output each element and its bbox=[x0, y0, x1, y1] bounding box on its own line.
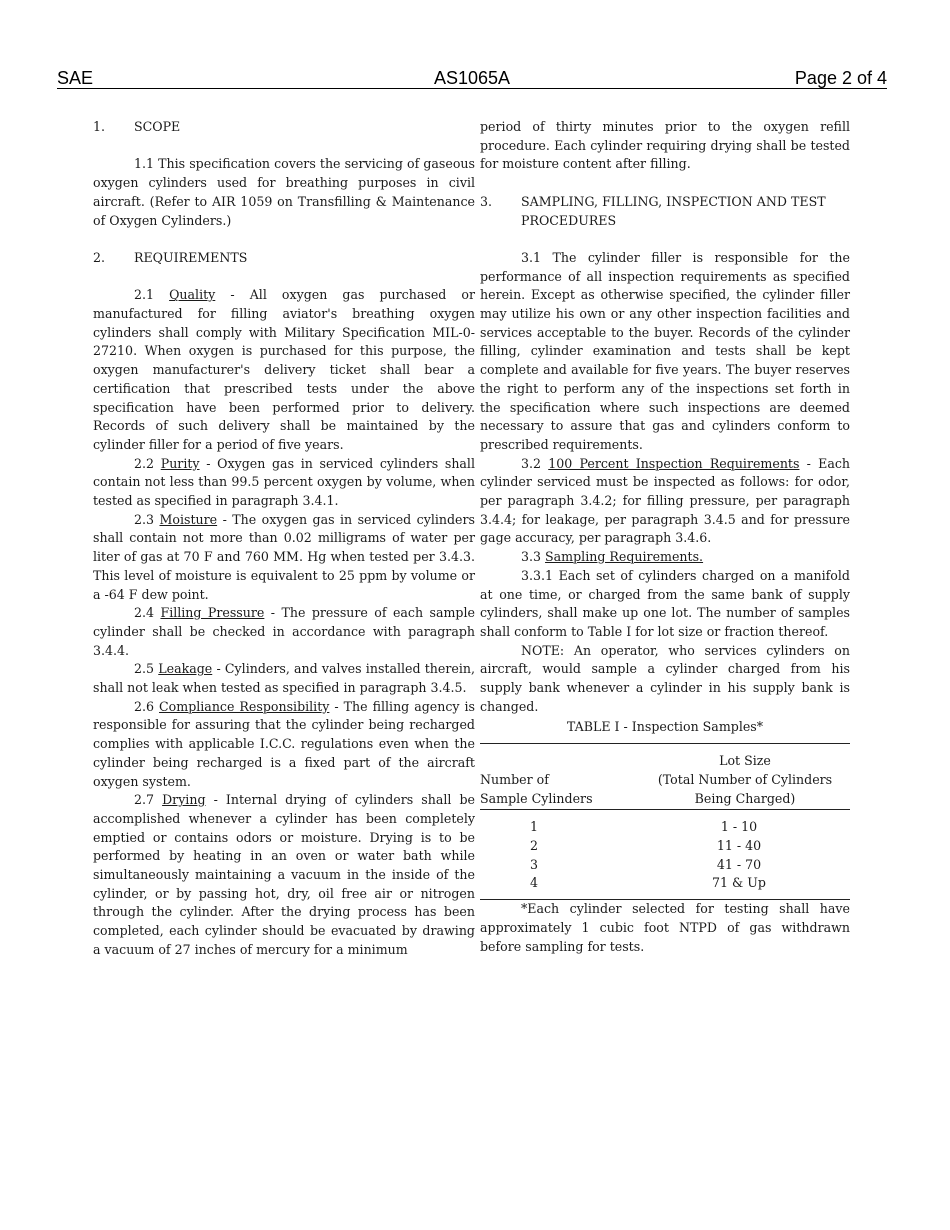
paragraph-1-1: 1.1 This specification covers the servicing of gaseous oxygen cylinders used for breathing purposes in civil aircraft. (Refer to AIR 1059 on Transfilling & Maintenance of Oxygen Cylinders.) bbox=[93, 156, 475, 228]
drying-title: Drying bbox=[162, 792, 206, 808]
page-header bbox=[57, 68, 887, 90]
paragraph-2-2: 2.2 Purity - Oxygen gas in serviced cylinders shall contain not less than 99.5 percent oxygen by volume, when tested as specified in paragraph 3.4.1. bbox=[93, 455, 475, 509]
table-row: 4 71 & Up bbox=[529, 875, 766, 891]
paragraph-2-4: 2.4 Filling Pressure - The pressure of each sample cylinder shall be checked in accordance with paragraph 3.4.4. bbox=[93, 605, 475, 658]
paragraph-2-3: 2.3 Moisture - The oxygen gas in serviced cylinders shall contain not more than 0.02 milligrams of water per liter of gas at 70 F and 760 MM. Hg when tested per 3.4.3. This level of moisture is equivalent to 25 ppm by volume or a -64 F dew point. bbox=[93, 511, 475, 602]
section-1-title: SCOPE bbox=[134, 119, 181, 134]
paragraph-2-5: 2.5 Leakage - Cylinders, and valves installed therein, shall not leak when tested as specified in paragraph 3.4.5. bbox=[93, 661, 475, 696]
table-header-lot-size: Lot Size (Total Number of Cylinders Being Charged) bbox=[657, 753, 833, 806]
header-rule bbox=[57, 88, 887, 89]
paragraph-2-6: 2.6 Compliance Responsibility - The filling agency is responsible for assuring that the cylinder being recharged complies with applicable I.C.C. regulations even when the cylinder being recharged is a fixed part of the aircraft oxygen system. bbox=[93, 698, 475, 789]
left-column bbox=[93, 118, 475, 960]
section-2-title: REQUIREMENTS bbox=[134, 249, 248, 265]
compliance-title: Compliance Responsibility bbox=[159, 698, 330, 714]
paragraph-3-1: 3.1 The cylinder filler is responsible for the performance of all inspection requirements as specified herein. Except as otherwise specified, the cylinder filler may utilize his own or any other inspection facilities and services acceptable to the buyer. Records of the cylinder filling, cylinder examination and tests shall be kept complete and available for five years. The buyer reserves the right to perform any of the inspections set forth in the specification where such inspections are deemed necessary to assure that gas and cylinders conform to prescribed requirements. bbox=[480, 249, 850, 452]
right-column bbox=[480, 118, 850, 956]
table-footnote: *Each cylinder selected for testing shall have approximately 1 cubic foot NTPD of gas withdrawn before sampling for tests. bbox=[480, 901, 850, 954]
quality-title: Quality bbox=[169, 287, 216, 303]
header-org: SAE bbox=[57, 68, 94, 88]
inspection-requirements-title: 100 Percent Inspection Requirements bbox=[548, 455, 800, 471]
section-3-title: SAMPLING, FILLING, INSPECTION AND TEST PROCEDURES bbox=[521, 193, 826, 228]
paragraph-2-7: 2.7 Drying - Internal drying of cylinders shall be accomplished whenever a cylinder has been completely emptied or contains odors or moisture. Drying is to be performed by heating in an oven or water bath while simultaneously maintaining a vacuum in the inside of the cylinder, or by passing hot, dry, oil free air or nitrogen through the cylinder. After the drying process has been completed, each cylinder should be evacuated by drawing a vacuum of 27 inches of mercury for a minimum bbox=[93, 792, 475, 957]
table-header bbox=[480, 744, 850, 809]
paragraph-2-7-continued: period of thirty minutes prior to the oxygen refill procedure. Each cylinder requiring drying shall be tested for moisture content after filling. bbox=[480, 119, 850, 172]
sampling-requirements-title: Sampling Requirements. bbox=[545, 549, 704, 565]
note-paragraph: NOTE: An operator, who services cylinders on aircraft, would sample a cylinder charged from his supply bank whenever a cylinder in his supply bank is changed. bbox=[480, 642, 850, 714]
moisture-title: Moisture bbox=[159, 511, 218, 527]
table-row: 3 41 - 70 bbox=[529, 856, 762, 872]
paragraph-3-3-1: 3.3.1 Each set of cylinders charged on a manifold at one time, or charged from the same bank of supply cylinders, shall make up one lot. The number of samples shall conform to Table I for lot size or fraction thereof. bbox=[480, 567, 850, 639]
table-title: TABLE I - Inspection Samples* bbox=[566, 719, 764, 735]
paragraph-3-2: 3.2 100 Percent Inspection Requirements - Each cylinder serviced must be inspected as follows: for odor, per paragraph 3.4.2; for filling pressure, per paragraph 3.4.4; for leakage, per paragraph 3.4.5 and for pressure gage accuracy, per paragraph 3.4.6. bbox=[480, 455, 850, 546]
table-body bbox=[480, 810, 850, 893]
filling-pressure-title: Filling Pressure bbox=[160, 605, 265, 621]
purity-title: Purity bbox=[160, 455, 200, 471]
table-row: 2 11 - 40 bbox=[529, 837, 762, 853]
section-1-heading: 1. SCOPE bbox=[93, 118, 475, 137]
table-header-samples: Number of Sample Cylinders bbox=[480, 771, 593, 806]
paragraph-2-1: 2.1 Quality - All oxygen gas purchased or manufactured for filling aviator's breathing oxygen cylinders shall comply with Military Specification MIL-0-27210. When oxygen is purchased for this purpose, the oxygen manufacturer's delivery ticket shall bear a certification that prescribed tests under the above specification have been performed prior to delivery. Records of such delivery shall be maintained by the cylinder filler for a period of five years. bbox=[93, 287, 476, 452]
header-page-number: Page 2 of 4 bbox=[794, 68, 887, 88]
section-3-heading: 3. SAMPLING, FILLING, INSPECTION AND TEST PROCEDURES bbox=[480, 193, 850, 230]
section-2-heading: 2. REQUIREMENTS bbox=[93, 249, 475, 268]
leakage-title: Leakage bbox=[158, 661, 213, 677]
header-doc-number: AS1065A bbox=[433, 68, 511, 88]
table-row: 1 1 - 10 bbox=[529, 819, 758, 835]
paragraph-3-3: 3.3 Sampling Requirements. bbox=[521, 549, 704, 565]
